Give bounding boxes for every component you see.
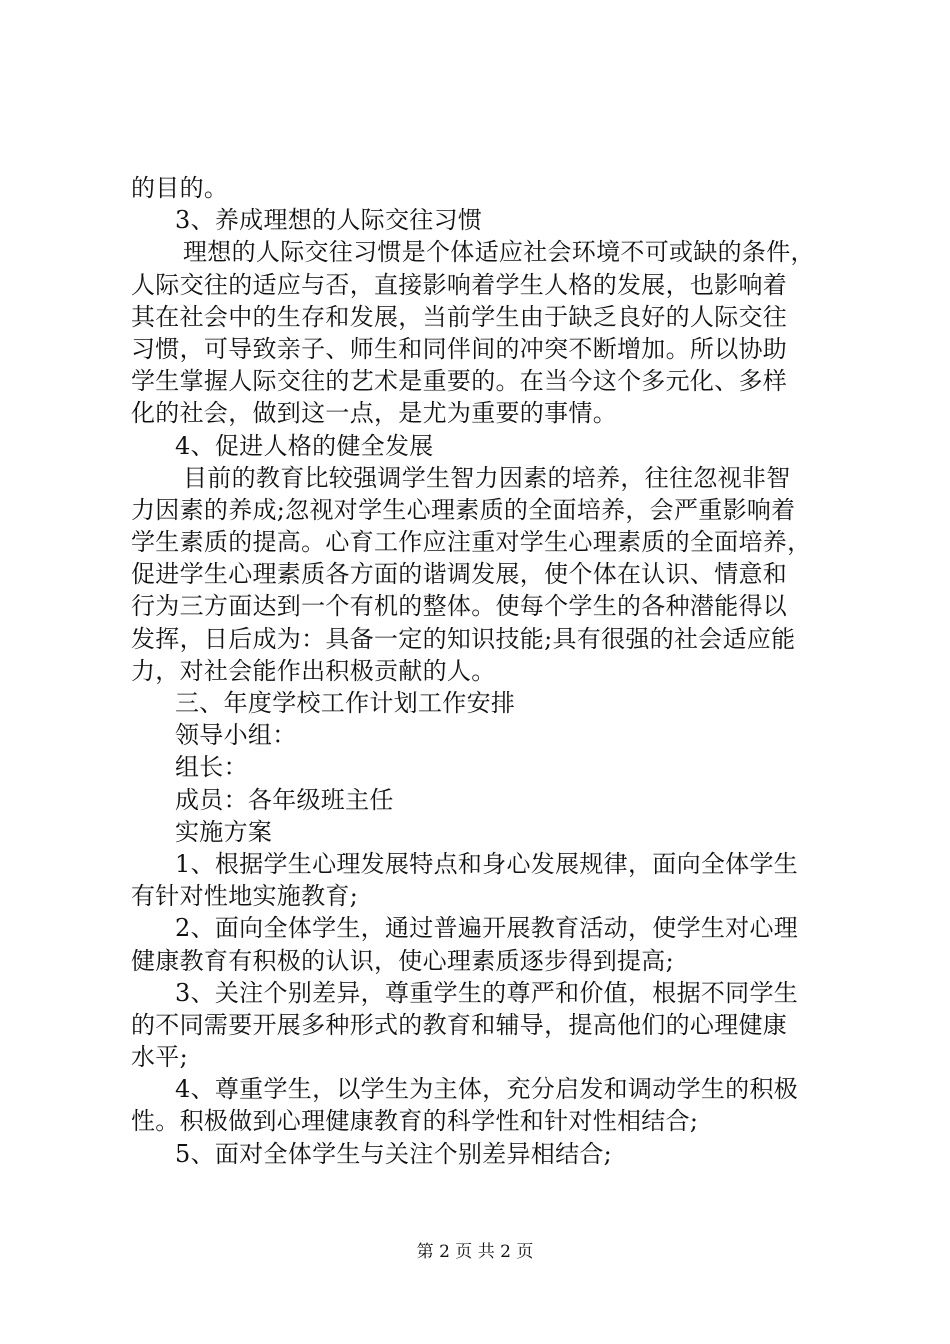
section-heading: 实施方案 — [175, 817, 273, 846]
text-line: 组长： — [175, 753, 248, 782]
text-line: 其在社会中的生存和发展，当前学生由于缺乏良好的人际交往 — [131, 302, 788, 331]
list-item: 5、面对全体学生与关注个别差异相结合; — [175, 1139, 613, 1168]
page-number: 第 2 页 共 2 页 — [416, 1242, 534, 1262]
text-line: 习惯，可导致亲子、师生和同伴间的冲突不断增加。所以协助 — [131, 334, 788, 363]
section-heading: 4、促进人格的健全发展 — [175, 431, 434, 460]
text-line: 发挥，日后成为：具备一定的知识技能;具有很强的社会适应能 — [131, 624, 796, 653]
text-line: 促进学生心理素质各方面的谐调发展，使个体在认识、情意和 — [131, 560, 788, 589]
text-line: 目前的教育比较强调学生智力因素的培养，往往忽视非智 — [183, 463, 791, 492]
list-item: 4、尊重学生，以学生为主体，充分启发和调动学生的积极 — [175, 1075, 799, 1104]
list-item: 3、关注个别差异，尊重学生的尊严和价值，根据不同学生 — [175, 978, 799, 1007]
text-line: 学生掌握人际交往的艺术是重要的。在当今这个多元化、多样 — [131, 367, 788, 396]
text-line: 力因素的养成;忽视对学生心理素质的全面培养，会严重影响着 — [131, 495, 796, 524]
section-heading: 3、养成理想的人际交往习惯 — [175, 206, 483, 235]
document-body — [131, 172, 846, 1170]
text-line: 化的社会，做到这一点，是尤为重要的事情。 — [131, 399, 617, 428]
text-line: 有针对性地实施教育; — [131, 882, 359, 911]
text-line: 性。积极做到心理健康教育的科学性和针对性相结合; — [131, 1107, 699, 1136]
text-line: 的目的。 — [131, 174, 229, 202]
text-line: 学生素质的提高。心育工作应注重对学生心理素质的全面培养， — [131, 528, 812, 557]
text-line: 人际交往的适应与否，直接影响着学生人格的发展，也影响着 — [131, 270, 788, 299]
list-item: 1、根据学生心理发展特点和身心发展规律，面向全体学生 — [175, 849, 799, 878]
text-line: 水平; — [131, 1043, 188, 1072]
section-heading: 三、年度学校工作计划工作安排 — [175, 689, 516, 717]
text-line: 健康教育有积极的认识，使心理素质逐步得到提高; — [131, 946, 674, 975]
text-line: 领导小组： — [175, 721, 297, 750]
text-line: 成员：各年级班主任 — [175, 785, 394, 814]
list-item: 2、面向全体学生，通过普遍开展教育活动，使学生对心理 — [175, 914, 799, 943]
text-line: 力，对社会能作出积极贡献的人。 — [131, 656, 496, 685]
text-line: 行为三方面达到一个有机的整体。使每个学生的各种潜能得以 — [131, 592, 788, 621]
text-line: 理想的人际交往习惯是个体适应社会环境不可或缺的条件， — [183, 238, 815, 267]
text-line: 的不同需要开展多种形式的教育和辅导，提高他们的心理健康 — [131, 1010, 788, 1039]
